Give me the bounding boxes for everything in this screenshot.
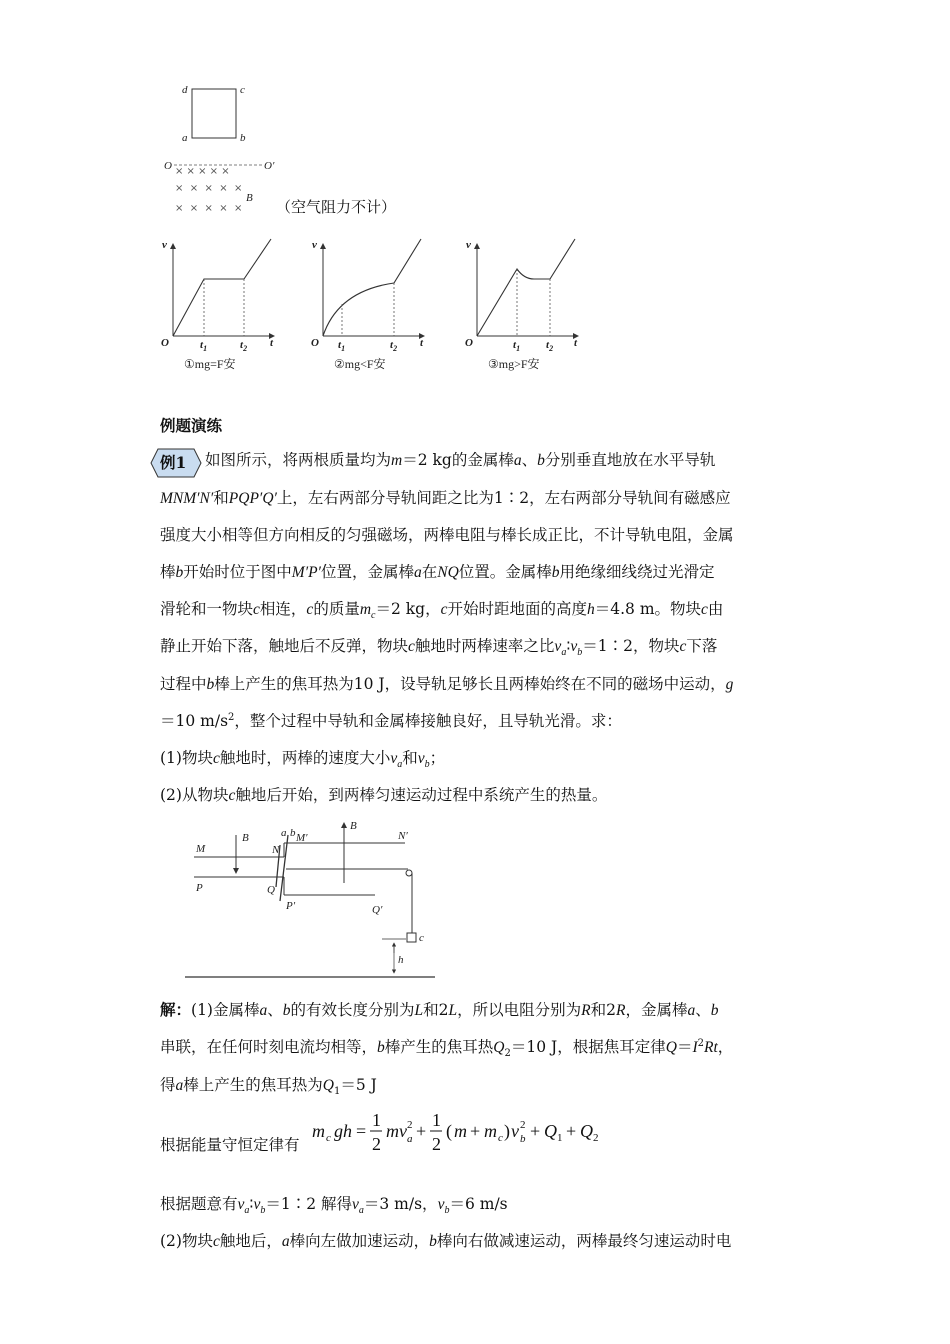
field-b-label: B (246, 192, 253, 204)
solution-label: 解： (160, 1000, 192, 1019)
svg-text:2: 2 (593, 1132, 599, 1144)
svg-text:1: 1 (372, 1110, 381, 1130)
graph2-o-label: O (311, 337, 319, 349)
solution-line-2: 串联，在任何时刻电流均相等，b棒产生的焦耳热$Q_2=10$ J，根据焦耳定律$Q=I^2Rt$， (160, 1037, 734, 1060)
vt-graph-1 (161, 239, 274, 371)
svg-text:+: + (470, 1121, 481, 1141)
svg-text:gh: gh (334, 1121, 352, 1141)
svg-text:a: a (281, 827, 287, 839)
svg-text:B: B (350, 820, 357, 832)
svg-text:+: + (530, 1121, 541, 1141)
graph1-v-label: v (162, 239, 167, 251)
vt-graph-3 (465, 239, 578, 371)
svg-text:2: 2 (407, 1119, 413, 1131)
example-line-4: 棒b开始时位于图中M′P′位置，金属棒a在NQ位置。金属棒b用绝缘细线绕过光滑定 (160, 563, 715, 581)
svg-text:N: N (272, 844, 280, 856)
example-line-7: 过程中b棒上产生的焦耳热为10 J，设导轨足够长且两棒始终在不同的磁场中运动，g (160, 675, 734, 693)
example-badge: 例1 (160, 453, 187, 472)
svg-text:a: a (407, 1133, 413, 1145)
energy-prefix: 根据能量守恒定律有 (160, 1136, 300, 1154)
svg-text:t2: $t_2$ (390, 339, 398, 353)
vt-curve-1 (173, 239, 271, 336)
svg-text:P: P (196, 882, 203, 894)
vt-curve-3 (477, 239, 575, 336)
solution-line-4: 根据题意有$v_a∶v_b=1∶2$ 解得$v_a=3$ m/s，$v_b=6$ m/s (160, 1195, 508, 1217)
svg-text:2: 2 (372, 1134, 381, 1154)
svg-text:Q: Q (267, 884, 275, 896)
svg-text:1: 1 (557, 1132, 563, 1144)
svg-text:m: m (454, 1121, 467, 1141)
boundary-o-prime-label: O′ (264, 160, 275, 172)
corner-a-label: a (182, 132, 188, 144)
example-line-5: 滑轮和一物块c相连，c的质量$m_c=2$ kg，c开始时距地面的高度h＝4.8 m。物块c由 (160, 600, 724, 622)
svg-text:c: c (419, 932, 424, 944)
air-resistance-note: （空气阻力不计） (276, 198, 397, 216)
question-2: (2)从物块c触地后开始，到两棒匀速运动过程中系统产生的热量。 (160, 786, 608, 804)
svg-text:=: = (356, 1121, 367, 1141)
graph3-caption: ③mg>F安 (488, 357, 540, 371)
vt-curve-2 (323, 239, 421, 336)
svg-text:b: b (520, 1133, 526, 1145)
svg-text:N′: N′ (398, 830, 408, 842)
svg-text:2: 2 (432, 1134, 441, 1154)
example-line-3: 强度大小相等但方向相反的匀强磁场，两棒电阻与棒长成正比，不计导轨电阻，金属 (160, 526, 734, 544)
graph3-v-label: v (466, 239, 471, 251)
svg-text:m: m (312, 1121, 325, 1141)
svg-text:(: ( (446, 1121, 452, 1141)
svg-text:t2: $t_2$ (240, 339, 248, 353)
graph2-v-label: v (312, 239, 317, 251)
field-cross-marks (175, 166, 242, 214)
svg-text:× × × × ×: × × × × × (175, 203, 243, 214)
solution-line-5: (2)物块c触地后，a棒向左做加速运动，b棒向右做减速运动，两棒最终匀速运动时电 (160, 1232, 732, 1250)
svg-text:+: + (566, 1121, 577, 1141)
example-line-2: MNM′N′和PQP′Q′上，左右两部分导轨间距之比为1∶2，左右两部分导轨间有磁感应 (160, 489, 731, 507)
svg-text:t1: $t_1$ (513, 339, 521, 353)
energy-equation (308, 1104, 608, 1160)
svg-text:h: h (398, 954, 404, 966)
solution-line-3: 得a棒上产生的焦耳热为$Q_1=5$ J (160, 1076, 377, 1098)
svg-text:P′: P′ (286, 900, 296, 912)
corner-d-label: d (182, 84, 188, 96)
svg-text:M: M (196, 843, 206, 855)
svg-text:): ) (504, 1121, 510, 1141)
wire-loop (192, 89, 236, 138)
svg-text:v: v (511, 1121, 519, 1141)
graph3-o-label: O (465, 337, 473, 349)
graph1-caption: ①mg=F安 (184, 357, 236, 371)
graph2-caption: ②mg<F安 (334, 357, 386, 371)
pulley (406, 870, 412, 876)
question-1: (1)物块c触地时，两棒的速度大小$v_a$和$v_b$； (160, 749, 446, 771)
svg-text:b: b (290, 827, 296, 839)
svg-text:m: m (484, 1121, 497, 1141)
boundary-o-label: O (164, 160, 172, 172)
svg-text:× × × × ×: × × × × × (175, 183, 243, 194)
example-line-1: 如图所示，将两根质量均为m＝2 kg的金属棒a、b分别垂直地放在水平导轨 (205, 451, 716, 469)
svg-text:t2: $t_2$ (546, 339, 554, 353)
corner-b-label: b (240, 132, 246, 144)
corner-c-label: c (240, 84, 245, 96)
svg-text:t1: $t_1$ (338, 339, 346, 353)
vt-graph-2 (311, 239, 424, 371)
svg-text:M′: M′ (296, 832, 308, 844)
graph1-t-label: t (270, 337, 274, 349)
vt-graphs (158, 236, 598, 376)
rails-figure (180, 815, 445, 985)
block-c (407, 933, 416, 942)
svg-text:c: c (326, 1132, 331, 1144)
svg-text:× × × × ×: × × × × × (175, 166, 230, 177)
section-title: 例题演练 (160, 416, 223, 435)
svg-text:B: B (242, 832, 249, 844)
example-line-8: ＝10 $m/s^2$，整个过程中导轨和金属棒接触良好，且导轨光滑。求： (160, 711, 622, 730)
graph1-o-label: O (161, 337, 169, 349)
svg-text:Q′: Q′ (372, 904, 383, 916)
svg-text:mv: mv (386, 1121, 407, 1141)
svg-text:t1: $t_1$ (200, 339, 208, 353)
solution-line-1: 解：(1)金属棒a、b的有效长度分别为L和2L，所以电阻分别为R和2R，金属棒a、b (160, 1000, 719, 1019)
svg-text:Q: Q (580, 1121, 593, 1141)
svg-text:1: 1 (432, 1110, 441, 1130)
graph2-t-label: t (420, 337, 424, 349)
example-line-6: 静止开始下落，触地后不反弹，物块c触地时两棒速率之比$v_a∶v_b=1∶2$，物块c下落 (160, 637, 718, 659)
graph3-t-label: t (574, 337, 578, 349)
svg-text:2: 2 (520, 1119, 526, 1131)
svg-text:Q: Q (544, 1121, 557, 1141)
svg-text:c: c (498, 1132, 503, 1144)
svg-text:+: + (416, 1121, 427, 1141)
